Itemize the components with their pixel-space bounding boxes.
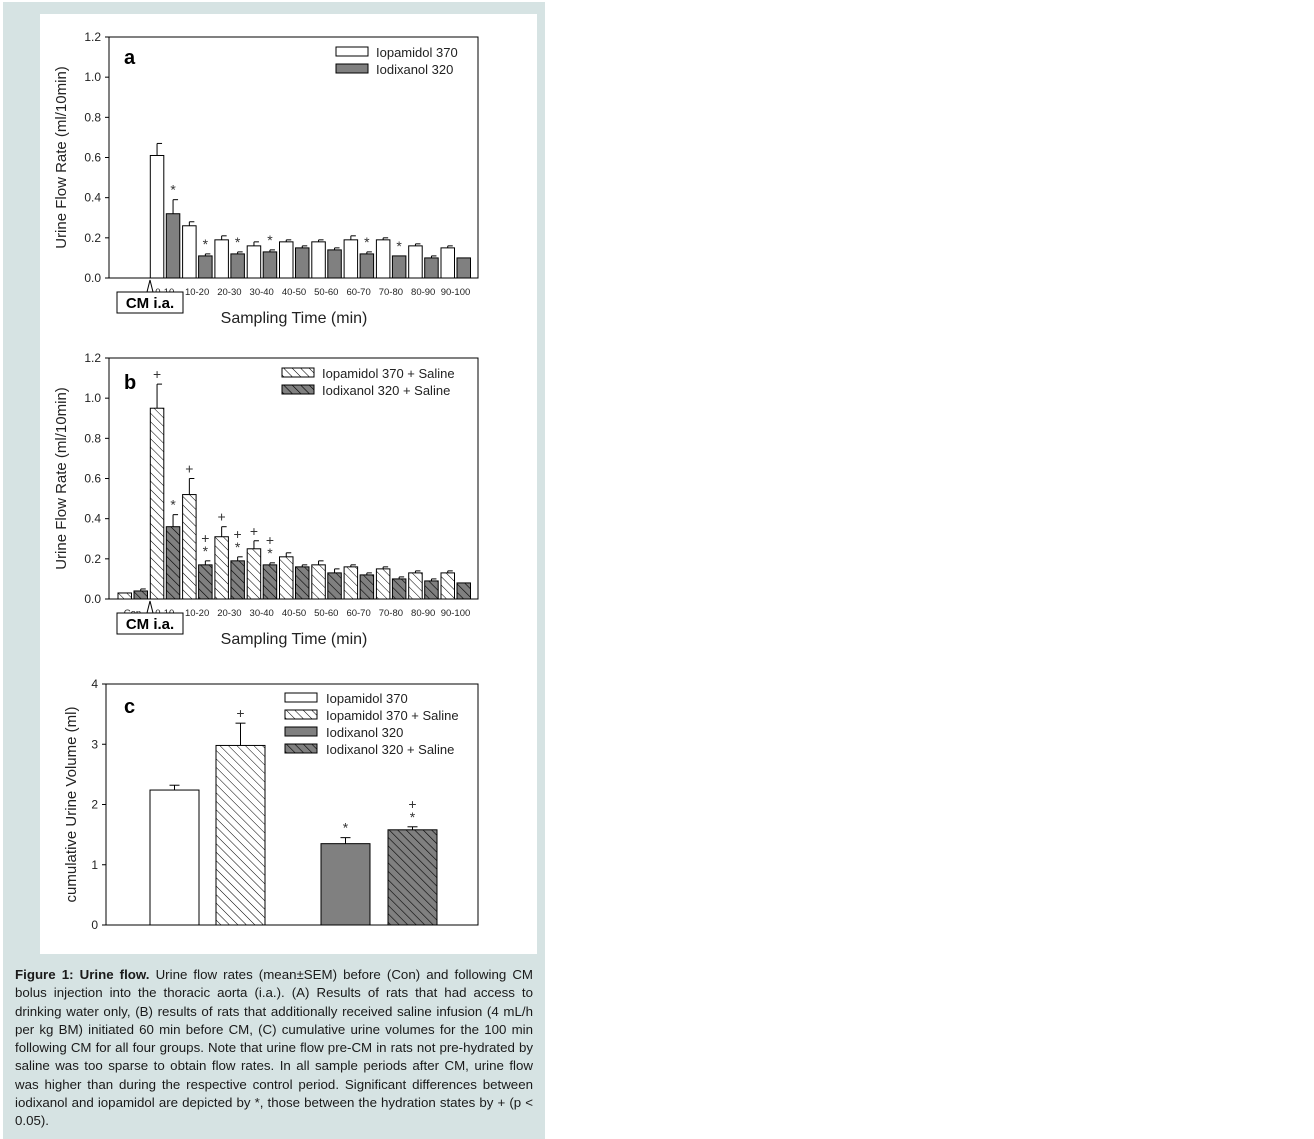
bar-a (376, 240, 390, 278)
y-axis-label-c: cumulative Urine Volume (ml) (63, 706, 80, 903)
significance-mark-a: * (267, 231, 273, 248)
significance-mark-a: * (396, 237, 402, 254)
significance-mark-b: + (233, 525, 242, 542)
bar-a (392, 256, 406, 278)
bar-a (280, 242, 294, 278)
x-tick-label-b: 10-20 (184, 608, 210, 619)
bar-c (321, 844, 370, 925)
bar-b (183, 495, 197, 599)
x-tick-label-b: 80-90 (411, 608, 436, 619)
bar-a (247, 246, 261, 278)
bar-b (215, 537, 229, 599)
bar-b (199, 565, 213, 599)
significance-mark-a: * (202, 235, 209, 252)
bar-a (215, 240, 229, 278)
x-tick-label-a: 80-90 (411, 287, 436, 298)
bar-b (263, 565, 277, 599)
panel-letter-a: a (124, 47, 136, 69)
legend-swatch-a (336, 64, 368, 73)
bar-b (150, 408, 164, 599)
x-tick-label-b: 30-40 (249, 608, 274, 619)
legend-label-c: Iodixanol 320 + Saline (326, 742, 455, 757)
bar-b (409, 573, 423, 599)
legend-swatch-b (282, 385, 314, 394)
bar-a (263, 252, 277, 278)
legend-label-a: Iodixanol 320 (376, 62, 454, 77)
bar-b (360, 575, 374, 599)
y-axis-label-a: Urine Flow Rate (ml/10min) (53, 66, 70, 249)
bar-b (166, 527, 180, 599)
significance-mark-b: * (170, 496, 176, 513)
x-tick-label-a: 20-30 (217, 287, 242, 298)
bar-c (150, 790, 199, 925)
x-tick-label-b: 60-70 (346, 608, 371, 619)
bar-b (344, 567, 358, 599)
bar-a (409, 246, 423, 278)
x-tick-label-a: 30-40 (249, 287, 274, 298)
x-tick-label-b: 70-80 (378, 608, 404, 619)
legend-label-c: Iodixanol 320 (326, 725, 404, 740)
significance-mark-c: + (408, 795, 417, 812)
legend-label-b: Iopamidol 370 + Saline (322, 366, 455, 381)
legend-label-b: Iodixanol 320 + Saline (322, 383, 451, 398)
bar-b (118, 593, 132, 599)
x-tick-label-b: 50-60 (314, 608, 339, 619)
bar-b (425, 581, 439, 599)
y-tick-label-b: 0.2 (84, 551, 101, 566)
y-tick-label-a: 1.0 (84, 70, 101, 85)
cm-injection-label-b: CM i.a. (125, 616, 175, 633)
significance-mark-b: + (185, 460, 194, 477)
x-tick-label-a: 50-60 (314, 287, 339, 298)
y-tick-label-b: 1.0 (84, 391, 101, 406)
bar-b (376, 569, 390, 599)
bar-a (328, 250, 342, 278)
y-tick-label-c: 1 (91, 857, 98, 872)
bar-c (216, 745, 265, 925)
bar-b (312, 565, 326, 599)
bar-a (425, 258, 439, 278)
legend-swatch-c (285, 710, 317, 719)
cm-injection-label-a: CM i.a. (125, 295, 175, 312)
significance-mark-a: * (234, 233, 241, 250)
legend-swatch-b (282, 368, 314, 377)
bar-b (134, 591, 148, 599)
x-tick-label-a: 90-100 (440, 287, 471, 298)
bar-b (296, 567, 310, 599)
y-axis-label-b: Urine Flow Rate (ml/10min) (53, 387, 70, 570)
legend-swatch-a (336, 47, 368, 56)
x-tick-label-a: 40-50 (281, 287, 307, 298)
bar-a (166, 214, 180, 278)
y-tick-label-c: 3 (91, 737, 98, 752)
x-tick-label-a: 70-80 (378, 287, 404, 298)
y-tick-label-c: 0 (91, 918, 98, 932)
bar-a (457, 258, 471, 278)
significance-mark-b: + (201, 529, 210, 546)
x-axis-label-a: Sampling Time (min) (220, 310, 368, 327)
y-tick-label-b: 0.0 (84, 592, 101, 606)
y-tick-label-c: 4 (91, 677, 98, 691)
panel-letter-b: b (124, 372, 137, 394)
bar-b (328, 573, 342, 599)
bar-b (441, 573, 455, 599)
figure-caption (15, 966, 533, 1131)
bar-b (231, 561, 245, 599)
x-tick-label-b: 40-50 (281, 608, 307, 619)
bar-b (392, 579, 406, 599)
y-tick-label-a: 0.2 (84, 230, 101, 245)
y-tick-label-b: 0.6 (84, 471, 101, 486)
legend-swatch-c (285, 693, 317, 702)
caption-body: Urine flow rates (mean±SEM) before (Con) and following CM bolus injection into the thoracic aorta (i.a.). (A) Results of rats that had access to drinking water only, (B) results of rats that additionally received saline infusion (4 mL/h per kg BM) initiated 60 min before CM, (C) cumulative urine volumes for the 100 min following CM for all four groups. Note that urine flow pre-CM in rats not pre-hydrated by saline was too sparse to obtain flow rates. In all sample periods after CM, urine flow was higher than during the respective control period. Significant differences between iodixanol and iopamidol are depicted by *, those between the hydration states by + (p < 0.05). (15, 967, 533, 1129)
significance-mark-b: * (267, 544, 273, 561)
bar-a (441, 248, 455, 278)
y-tick-label-a: 0.6 (84, 150, 101, 165)
legend-label-a: Iopamidol 370 (376, 45, 458, 60)
bar-a (183, 226, 197, 278)
x-tick-label-b: 90-100 (440, 608, 471, 619)
bar-a (150, 155, 164, 278)
bar-a (312, 242, 326, 278)
panel-letter-c: c (124, 696, 136, 718)
bar-a (231, 254, 245, 278)
legend-label-c: Iopamidol 370 (326, 691, 408, 706)
x-tick-label-a: 60-70 (346, 287, 371, 298)
significance-mark-b: + (249, 522, 259, 539)
significance-mark-a: * (170, 181, 176, 198)
bar-c (388, 830, 437, 925)
legend-swatch-c (285, 744, 317, 753)
y-tick-label-b: 0.4 (84, 511, 101, 526)
bar-a (360, 254, 374, 278)
bar-a (344, 240, 358, 278)
y-tick-label-b: 0.8 (84, 431, 101, 446)
significance-mark-b: * (202, 542, 209, 559)
y-tick-label-a: 1.2 (84, 30, 101, 44)
y-tick-label-a: 0.8 (84, 110, 101, 125)
significance-mark-a: * (364, 233, 370, 250)
bar-b (247, 549, 261, 599)
significance-mark-b: + (152, 366, 162, 383)
significance-mark-c: * (342, 819, 349, 836)
significance-mark-c: * (409, 808, 416, 825)
bar-b (457, 583, 471, 599)
y-tick-label-a: 0.0 (84, 271, 101, 285)
significance-mark-c: + (236, 705, 245, 722)
caption-title: Figure 1: Urine flow. (15, 967, 150, 982)
x-tick-label-a: 10-20 (184, 287, 210, 298)
y-tick-label-b: 1.2 (84, 351, 101, 365)
significance-mark-b: + (217, 508, 226, 525)
significance-mark-b: * (234, 538, 241, 555)
y-tick-label-c: 2 (91, 797, 98, 812)
bar-a (296, 248, 310, 278)
x-axis-label-b: Sampling Time (min) (220, 631, 368, 648)
x-tick-label-b: 20-30 (217, 608, 242, 619)
bar-a (199, 256, 213, 278)
legend-label-c: Iopamidol 370 + Saline (326, 708, 459, 723)
legend-swatch-c (285, 727, 317, 736)
significance-mark-b: + (265, 531, 275, 548)
y-tick-label-a: 0.4 (84, 190, 101, 205)
bar-b (280, 557, 294, 599)
